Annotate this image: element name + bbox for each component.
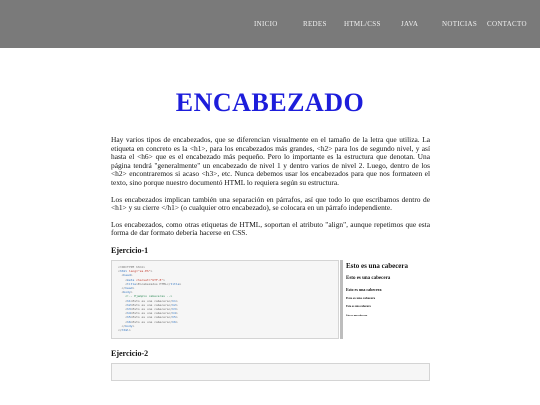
nav-item-html-css[interactable]: HTML/CSS [344,20,381,28]
main-content [111,136,430,381]
top-navigation-bar [0,0,540,48]
paragraph-intro: Hay varios tipos de encabezados, que se diferencian visualmente en el tamaño de la letra que utiliza. La etiqueta en concreto es la <h1>, para los encabezados más grandes, <h2> para los de segundo nivel, y así hasta el <h6> que es el encabezado más pequeño. Pero lo importante es la estructura que denotan. Una página tendrá "generalmente" un encabezado de nivel 1 y dentro varios de nivel 2. Luego, dentro de los <h2> encontraremos si acaso <h3>, etc. Nunca debemos usar los encabezados para que nos formateen el texto, sino porque nuestro documentó HTML lo requiera según su estructura. [111,135,430,187]
paragraph-align: Los encabezados, como otras etiquetas de HTML, soportan el atributo "align", aunque repetimos que esta forma de dar formato debería hacerse en CSS. [111,219,430,238]
exercise-1-heading: Ejercicio-1 [111,245,149,255]
nav-item-inicio[interactable]: INICIO [254,20,278,28]
main-nav [0,20,540,32]
preview-h6: Esto es una cabecera [346,313,368,317]
code-editor-image [111,260,339,339]
preview-h4: Esto es una cabecera [346,295,376,300]
exercise-2-screenshot [111,363,430,381]
page-title: ENCABEZADO [175,88,365,117]
exercise-1-screenshot [111,260,430,339]
nav-item-redes[interactable]: REDES [303,20,327,28]
paragraph-separation: Los encabezados implican también una separación en párrafos, así que todo lo que escribamos dentro de <h1> y su cierre </h1> (o cualquier otro encabezado), se colocara en un párrafo independiente. [111,194,430,213]
preview-h3: Esto es una cabecera [346,286,382,292]
code-listing: <!DOCTYPE html> <html lang="es-ES"> <head> <meta charset="UTF-8"> <title>Encabezados HTML</title> </head> <body> <!-- Ejemplo cabeceras --> <h1>Esto es una cabecera</h1> <h2>Esto es una cabecera</h2> <h3>Esto es una cabecera</h3> <h4>Esto es una cabecera</h4> <h5>Esto es una cabecera</h5> <h6>Esto es una cabecera</h6> </body> </html> [118,264,182,332]
preview-h5: Esto es una cabecera [346,304,371,308]
rendered-preview [344,260,430,339]
image-divider [340,260,343,339]
nav-item-contacto[interactable]: CONTACTO [487,20,527,28]
preview-h2: Esto es una cabecera [346,275,391,281]
preview-h1: Esto es una cabecera [346,261,409,270]
exercise-2-heading: Ejercicio-2 [111,348,149,358]
nav-item-noticias[interactable]: NOTICIAS [442,20,478,28]
nav-item-java[interactable]: JAVA [401,20,419,28]
